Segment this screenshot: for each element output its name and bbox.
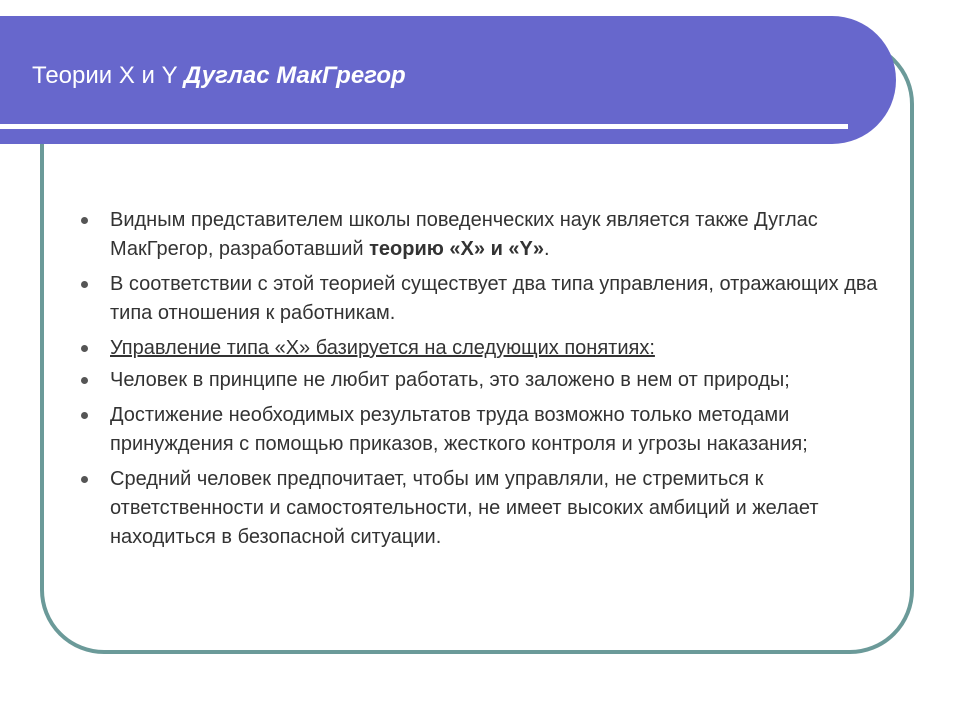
title-author-name: Дуглас МакГрегор	[183, 62, 406, 89]
title-underline-rule	[0, 124, 848, 129]
bullet-icon	[81, 412, 88, 419]
bullet-item	[78, 401, 878, 459]
bullet-item	[78, 206, 878, 264]
bullet-icon	[81, 377, 88, 384]
bullet-text: Видным представителем школы поведенческих наук является также Дуглас МакГрегор, разработавший	[110, 209, 818, 260]
bullet-item	[78, 334, 878, 363]
bullet-text: В соответствии с этой теорией существует два типа управления, отражающих два типа отношения к работникам.	[110, 273, 878, 324]
bullet-icon	[81, 476, 88, 483]
bullet-bold-text: теорию «X» и «Y»	[369, 238, 545, 260]
bullet-icon	[81, 281, 88, 288]
bullet-suffix: .	[544, 238, 550, 260]
slide-title	[32, 58, 406, 94]
bullet-list	[78, 206, 878, 555]
bullet-text: Человек в принципе не любит работать, это заложено в нем от природы;	[110, 369, 790, 391]
bullet-item	[78, 366, 878, 395]
bullet-icon	[81, 217, 88, 224]
bullet-item	[78, 270, 878, 328]
bullet-item	[78, 465, 878, 552]
bullet-text: Достижение необходимых результатов труда возможно только методами принуждения с помощью приказов, жесткого контроля и угрозы наказания;	[110, 404, 808, 455]
bullet-text-underlined: Управление типа «X» базируется на следующих понятиях:	[110, 337, 655, 359]
bullet-icon	[81, 345, 88, 352]
title-prefix: Теории X и Y	[32, 62, 178, 89]
bullet-text: Средний человек предпочитает, чтобы им управляли, не стремиться к ответственности и самостоятельности, не имеет высоких амбиций и желает находиться в безопасной ситуации.	[110, 468, 819, 548]
